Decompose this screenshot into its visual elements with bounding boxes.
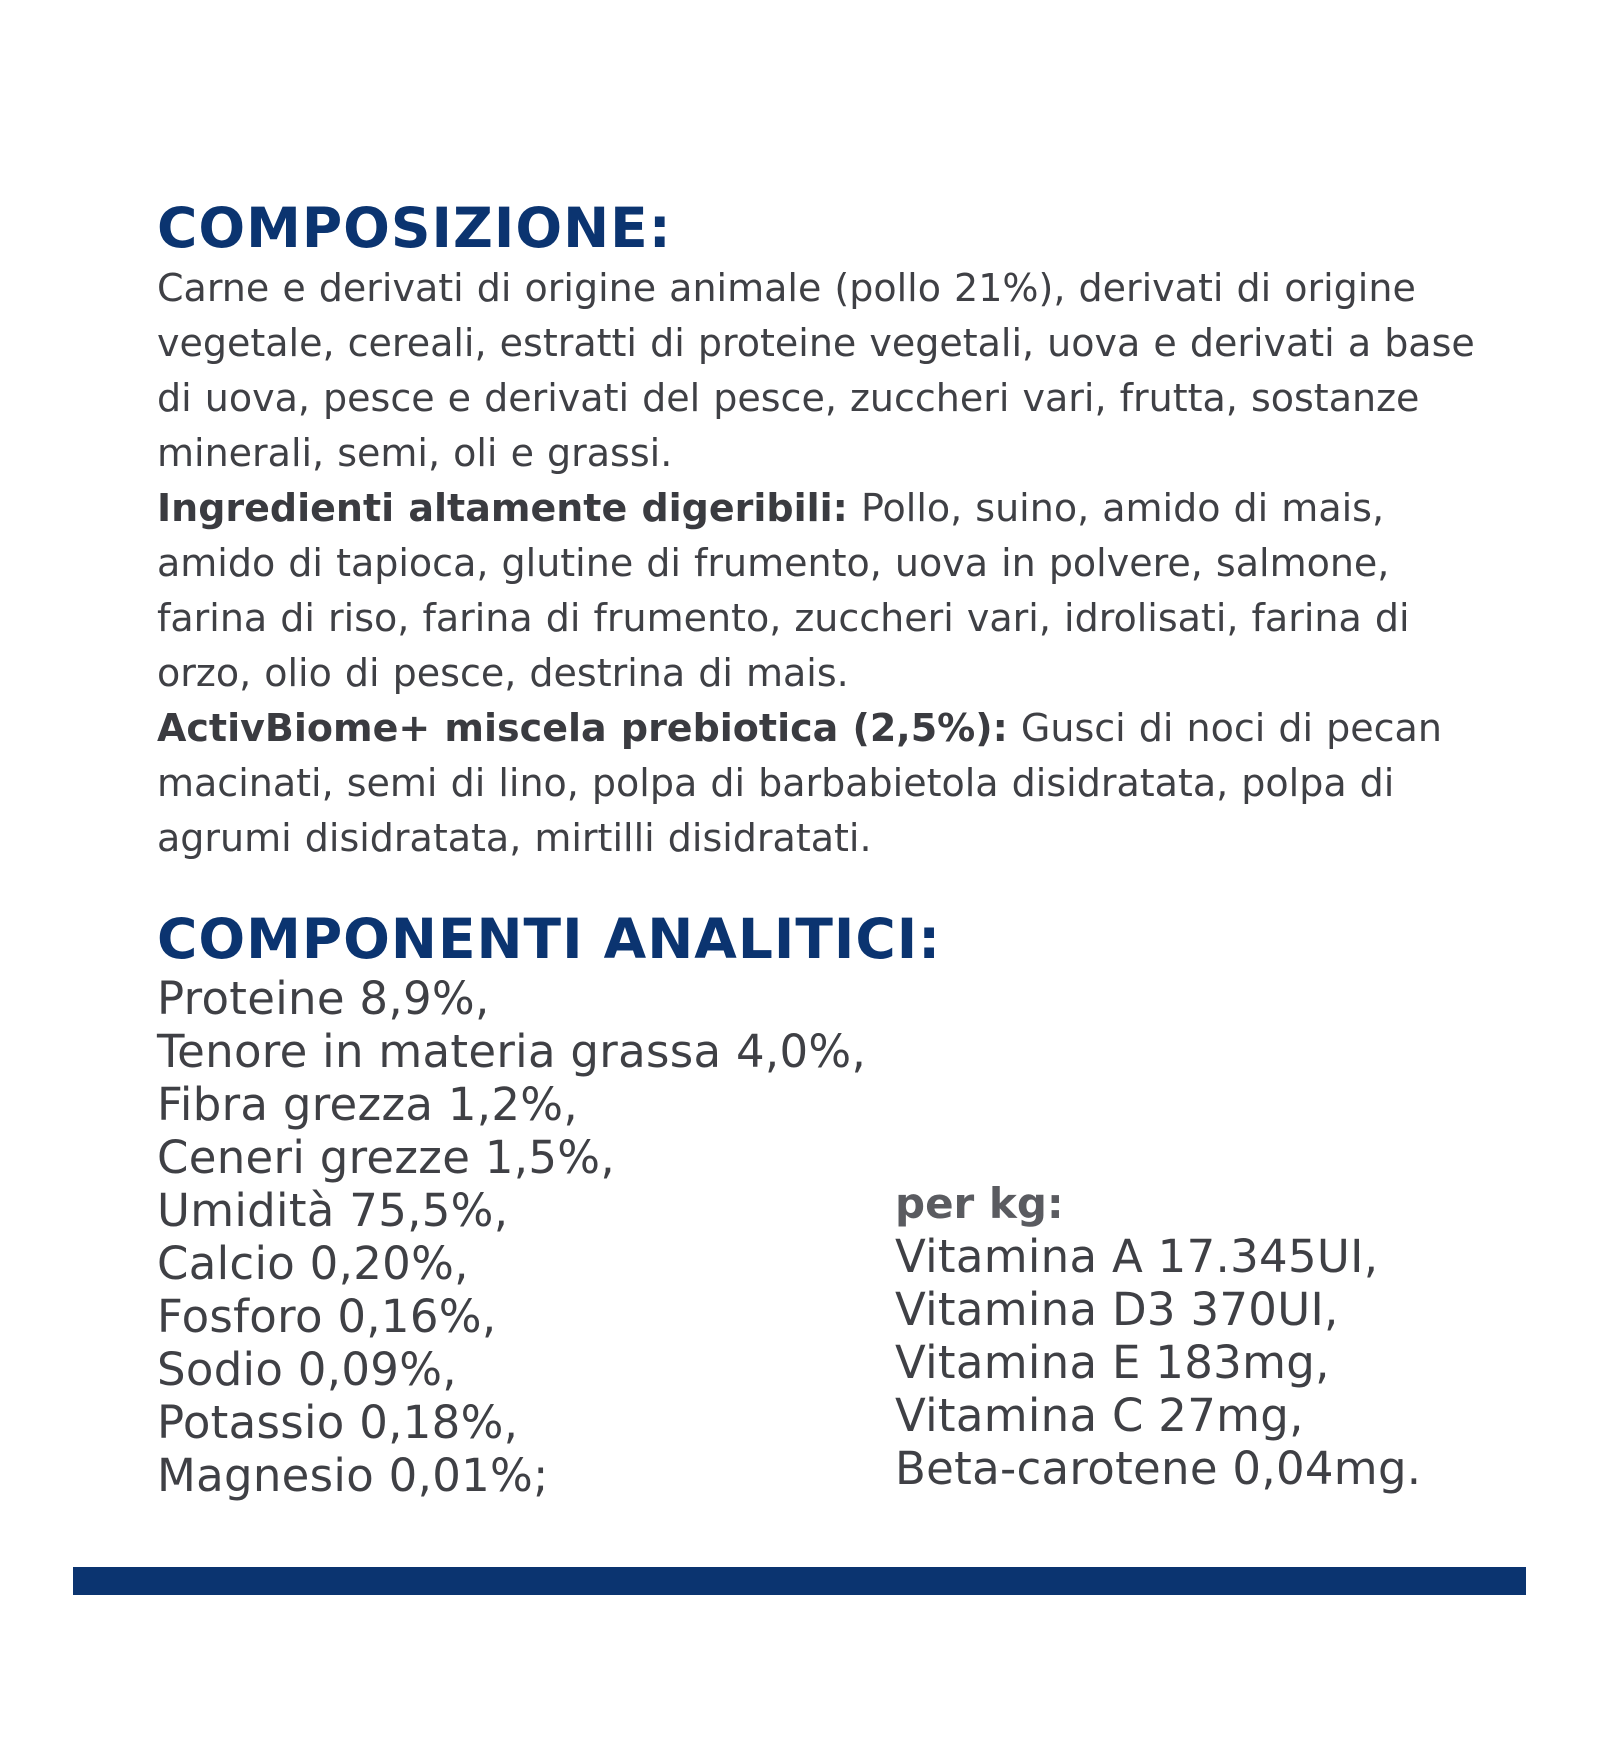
composition-heading: COMPOSIZIONE: — [157, 196, 672, 260]
analytic-item: Fosforo 0,16%, — [157, 1290, 497, 1343]
composition-ingredients — [157, 261, 1477, 866]
per-kg-label: per kg: — [895, 1179, 1064, 1228]
vitamin-item: Beta-carotene 0,04mg. — [895, 1442, 1422, 1495]
analytic-item: Calcio 0,20%, — [157, 1237, 469, 1290]
bottom-divider-bar — [73, 1567, 1526, 1595]
analytic-list — [157, 972, 866, 1502]
prebiotic-label: ActivBiome+ miscela prebiotica (2,5%): — [157, 706, 1008, 750]
composition-section — [157, 195, 1477, 866]
analytic-heading: COMPONENTI ANALITICI: — [157, 907, 942, 971]
vitamin-list — [895, 1230, 1421, 1495]
analytic-item: Sodio 0,09%, — [157, 1343, 457, 1396]
analytic-item: Ceneri grezze 1,5%, — [157, 1131, 615, 1184]
analytic-item: Magnesio 0,01%; — [157, 1449, 549, 1502]
label-content — [157, 195, 1477, 1517]
analytic-item: Umidità 75,5%, — [157, 1184, 509, 1237]
analytic-grid — [157, 972, 1477, 1517]
analytic-section — [157, 906, 1477, 1517]
per-kg-block — [895, 1177, 1421, 1495]
analytic-item: Proteine 8,9%, — [157, 972, 490, 1025]
digestible-text: Pollo, suino, amido di mais, amido di tapioca, glutine di frumento, uova in polvere, salmone, farina di riso, farina di frumento, zuccheri vari, idrolisati, farina di orzo, olio di pesce, destrina di mais. — [157, 486, 1410, 695]
vitamin-item: Vitamina E 183mg, — [895, 1336, 1330, 1389]
prebiotic-text: Gusci di noci di pecan macinati, semi di lino, polpa di barbabietola disidratata, polpa di agrumi disidratata, mirtilli disidratati. — [157, 706, 1442, 860]
vitamin-item: Vitamina C 27mg, — [895, 1389, 1304, 1442]
digestible-label: Ingredienti altamente digeribili: — [157, 486, 848, 530]
analytic-item: Tenore in materia grassa 4,0%, — [157, 1025, 867, 1078]
analytic-item: Fibra grezza 1,2%, — [157, 1078, 578, 1131]
composition-paragraph: Carne e derivati di origine animale (pollo 21%), derivati di origine vegetale, cereali, estratti di proteine vegetali, uova e derivati a base di uova, pesce e derivati del pesce, zuccheri vari, frutta, sostanze minerali, semi, oli e grassi. — [157, 266, 1475, 475]
analytic-item: Potassio 0,18%, — [157, 1396, 519, 1449]
vitamin-item: Vitamina A 17.345UI, — [895, 1230, 1379, 1283]
vitamin-item: Vitamina D3 370UI, — [895, 1283, 1339, 1336]
